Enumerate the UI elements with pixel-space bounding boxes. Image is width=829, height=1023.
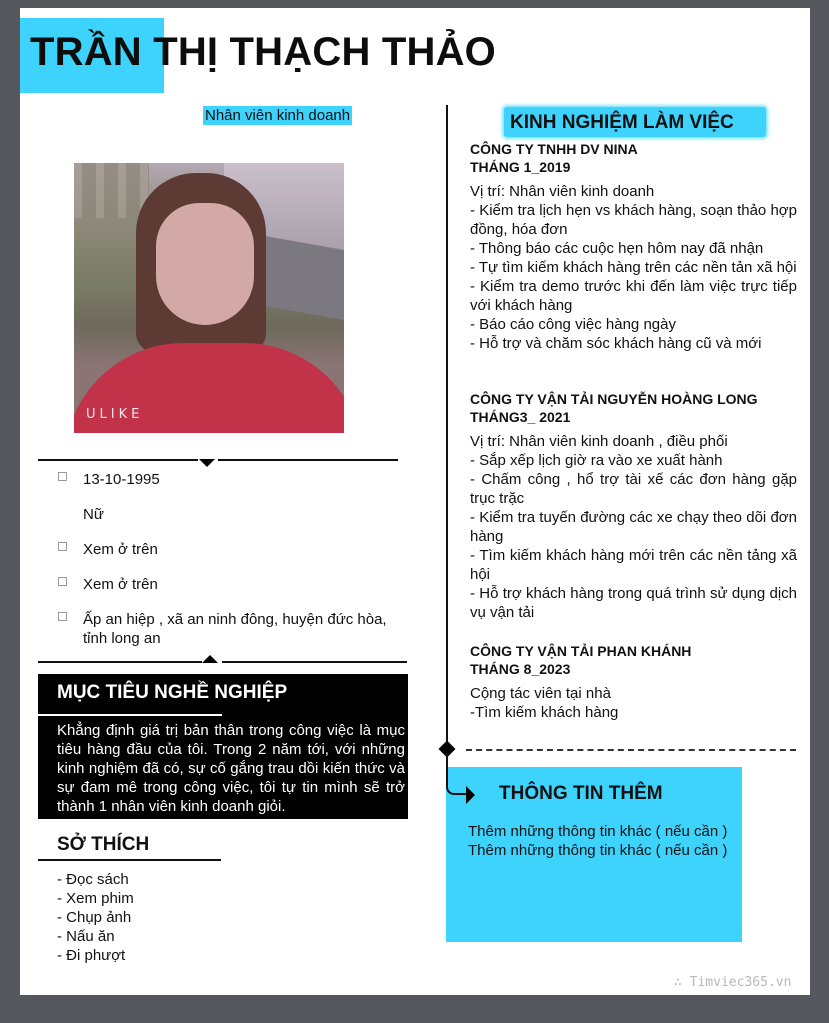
photo-watermark: ULIKE — [86, 407, 144, 422]
checkbox-icon — [58, 577, 67, 586]
info-top-divider-right — [218, 459, 398, 461]
job-detail: - Hỗ trợ khách hàng trong quá trình sử dụng dịch vụ vận tải — [470, 585, 797, 621]
job-detail: - Kiểm tra lịch hẹn vs khách hàng, soạn thảo hợp đồng, hóa đơn — [470, 202, 797, 238]
info-phone: Xem ở trên — [58, 540, 388, 559]
arrow-right-icon — [466, 786, 475, 804]
job-detail: - Kiểm tra demo trước khi đến làm việc trực tiếp với khách hàng — [470, 278, 797, 314]
checkbox-icon — [58, 542, 67, 551]
experience-item — [470, 140, 797, 353]
extra-info-line: Thêm những thông tin khác ( nếu cần ) — [468, 842, 728, 859]
hobby-item: - Nấu ăn — [57, 928, 115, 945]
job-detail: - Tự tìm kiếm khách hàng trên các nền tản xã hội — [470, 259, 797, 276]
job-detail: Cộng tác viên tại nhà — [470, 685, 611, 702]
checkbox-icon — [58, 612, 67, 621]
experience-item — [470, 390, 797, 622]
hobby-item: - Xem phim — [57, 890, 134, 907]
checkbox-icon — [58, 472, 67, 481]
experience-title: KINH NGHIỆM LÀM VIỆC — [510, 112, 734, 133]
job-date: THÁNG 1_2019 — [470, 159, 571, 175]
extra-info-title: THÔNG TIN THÊM — [499, 783, 663, 804]
extra-info-body — [468, 822, 729, 860]
job-title: Nhân viên kinh doanh — [205, 107, 351, 124]
title-underline — [38, 714, 222, 716]
job-detail: - Hỗ trợ và chăm sóc khách hàng cũ và mới — [470, 335, 762, 352]
hobbies-list — [57, 870, 134, 965]
job-date: THÁNG3_ 2021 — [470, 409, 571, 425]
job-detail: - Kiểm tra tuyến đường các xe chạy theo dõi đơn hàng — [470, 509, 797, 545]
hobby-item: - Chụp ảnh — [57, 909, 132, 926]
job-detail: - Tìm kiếm khách hàng mới trên các nền tảng xã hội — [470, 547, 797, 583]
job-detail: - Sắp xếp lịch giờ ra vào xe xuất hành — [470, 452, 723, 469]
career-objective-section — [38, 674, 408, 819]
job-detail: - Chấm công , hổ trợ tài xế các đơn hàng gặp trục trặc — [470, 471, 797, 507]
extra-info-line: Thêm những thông tin khác ( nếu cần ) — [468, 823, 728, 840]
experience-item — [470, 642, 797, 722]
info-gender: Nữ — [83, 506, 104, 523]
job-detail: Vị trí: Nhân viên kinh doanh , điều phối — [470, 433, 728, 450]
company-name: CÔNG TY VẬN TẢI PHAN KHÁNH — [470, 643, 692, 659]
candidate-name: TRẦN THỊ THẠCH THẢO — [30, 30, 496, 74]
info-top-divider — [38, 459, 198, 461]
caret-up-icon — [202, 655, 218, 663]
job-detail: Vị trí: Nhân viên kinh doanh — [470, 183, 655, 200]
hobby-item: - Đi phượt — [57, 947, 126, 964]
info-email: Xem ở trên — [58, 575, 388, 594]
career-objective-title: MỤC TIÊU NGHỀ NGHIỆP — [57, 682, 288, 703]
cv-page — [20, 8, 810, 995]
info-bottom-divider-right — [222, 661, 407, 663]
career-objective-text: Khẳng định giá trị bản thân trong công việc là mục tiêu hàng đầu của tôi. Trong 2 năm tới, với những kinh nghiệm đã có, sự cố gắng trau dồi kiến thức và sự đam mê trong công việc, tôi tự tin mình sẽ trở thành 1 nhân viên kinh doanh giỏi. — [57, 722, 405, 815]
caret-down-icon — [199, 459, 215, 467]
hobby-item: - Đọc sách — [57, 871, 129, 888]
profile-photo — [74, 163, 344, 433]
job-detail: - Thông báo các cuộc hẹn hôm nay đã nhận — [470, 240, 764, 257]
dashed-divider — [466, 749, 796, 751]
company-name: CÔNG TY VẬN TẢI NGUYỄN HOÀNG LONG — [470, 391, 758, 407]
info-bottom-divider — [38, 661, 202, 663]
connector-line — [446, 753, 468, 795]
hobbies-title: SỞ THÍCH — [57, 834, 150, 855]
job-detail: -Tìm kiếm khách hàng — [470, 704, 619, 721]
site-watermark: ∴ Timviec365.vn — [674, 975, 792, 990]
job-date: THÁNG 8_2023 — [470, 661, 571, 677]
timeline-line — [446, 105, 448, 750]
extra-info-section — [446, 767, 742, 942]
info-address: Ấp an hiệp , xã an ninh đông, huyện đức hòa, tỉnh long an — [58, 610, 388, 648]
title-underline — [38, 859, 221, 861]
personal-info — [58, 470, 388, 664]
info-birthdate: 13-10-1995 — [58, 470, 388, 489]
company-name: CÔNG TY TNHH DV NINA — [470, 141, 638, 157]
job-detail: - Báo cáo công việc hàng ngày — [470, 316, 676, 333]
